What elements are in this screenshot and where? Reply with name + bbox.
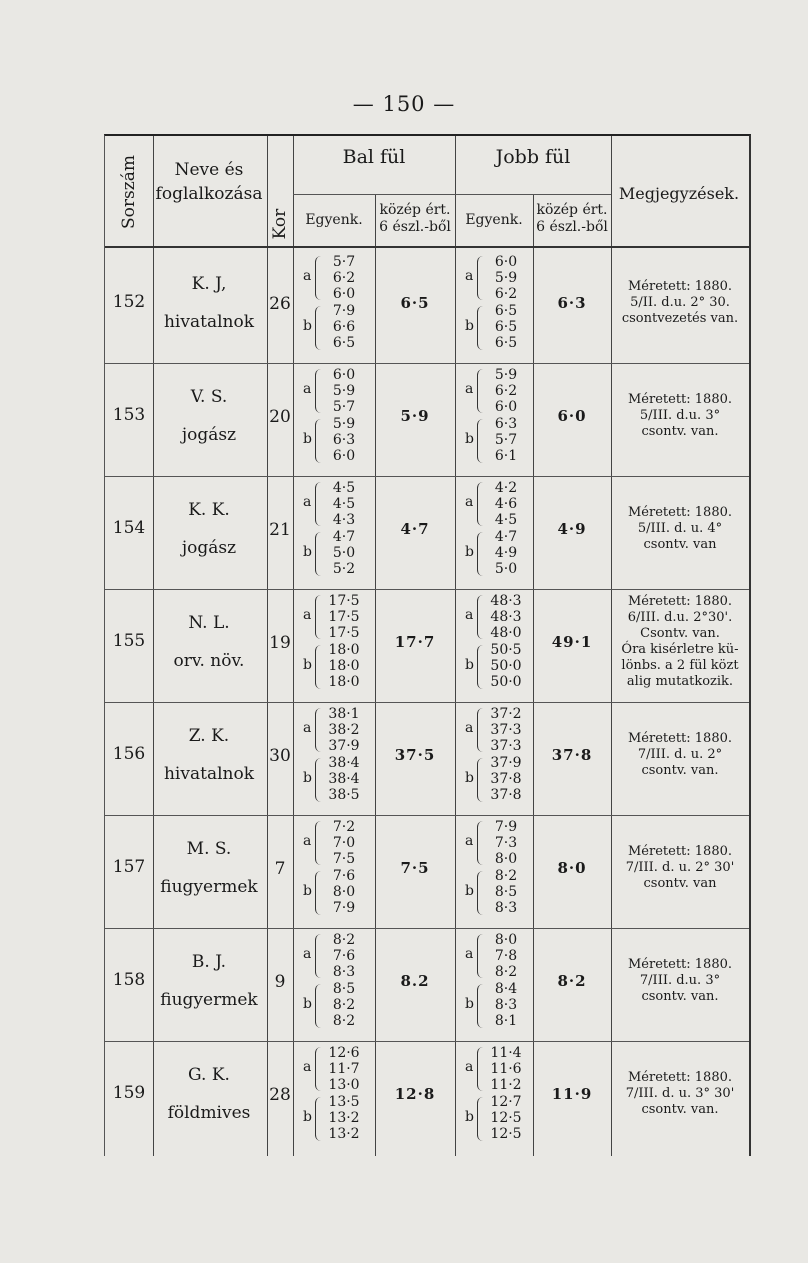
left-ear-value: 5·7 [332,399,356,416]
header-left-mean-line1: közép ért. [379,202,451,218]
table-row [105,1041,749,1154]
remarks [613,844,747,892]
right-ear-value: 11·4 [490,1045,522,1061]
remarks [613,1070,747,1118]
remarks-line: csontv. van. [641,989,719,1004]
right-ear-value: 8·0 [494,932,518,948]
right-ear-value: 12·7 [490,1093,522,1110]
person-age: 9 [274,972,286,992]
row-divider [105,702,749,703]
header-age: Kor [270,208,290,240]
left-ear-value: 7·0 [332,835,356,852]
person-occupation: földmives [167,1103,251,1123]
row-divider [105,815,749,816]
group-label-a: a [303,720,312,736]
row-number: 154 [112,518,146,538]
right-ear-measurements [481,480,531,577]
right-ear-measurements [481,1045,531,1142]
header-remarks: Megjegyzések. [618,184,740,203]
person-occupation: orv. növ. [173,651,245,671]
right-ear-value: 8·5 [494,883,518,900]
left-ear-value: 5·9 [332,383,356,400]
row-number: 159 [112,1083,146,1103]
right-ear-value: 8·0 [494,851,518,868]
left-ear-value: 38·2 [328,722,360,739]
right-ear-value: 4·7 [494,528,518,545]
remarks [613,594,747,690]
row-divider [105,1041,749,1042]
right-ear-value: 5·9 [494,270,518,287]
right-ear-measurements [481,593,531,690]
table-row [105,476,749,589]
left-ear-value: 8·2 [332,996,356,1013]
group-label-b: b [303,318,312,334]
group-label-b: b [465,318,474,334]
group-label-a: a [303,946,312,962]
row-divider [105,363,749,364]
remarks [613,505,747,553]
person-age: 20 [269,407,291,427]
group-label-b: b [303,996,312,1012]
row-number: 156 [112,744,146,764]
row-divider [105,589,749,590]
left-ear-value: 8·3 [332,964,356,981]
right-ear-value: 6·2 [494,383,518,400]
group-label-b: b [465,770,474,786]
left-ear-value: 11·7 [328,1061,360,1078]
left-ear-value: 5·0 [332,544,356,561]
row-number: 155 [112,631,146,651]
left-ear-measurements [319,706,369,803]
left-ear-value: 7·9 [332,302,356,319]
header-name [153,158,265,206]
left-ear-mean: 6·5 [400,294,430,312]
header-subdivider [293,194,611,195]
right-ear-value: 12·5 [490,1126,522,1143]
right-ear-value: 6·5 [494,302,518,319]
group-label-b: b [303,657,312,673]
remarks-line: lönbs. a 2 fül közt [621,658,739,673]
right-ear-measurements [481,367,531,464]
remarks-line: Méretett: 1880. [627,731,732,746]
table-row [105,250,749,363]
right-ear-value: 6·0 [494,399,518,416]
left-ear-value: 17·5 [328,593,360,609]
left-ear-value: 6·2 [332,270,356,287]
left-ear-value: 6·6 [332,318,356,335]
header-left-mean-line2: 6 észl.-ből [379,219,451,235]
left-ear-value: 13·5 [328,1093,360,1110]
header-bottom-rule [105,246,749,248]
right-ear-value: 8·1 [494,1013,518,1030]
left-ear-mean: 8.2 [400,972,430,990]
table-row [105,928,749,1041]
left-ear-value: 38·1 [328,706,360,722]
right-ear-value: 37·8 [490,770,522,787]
group-label-a: a [465,1059,474,1075]
remarks [613,279,747,327]
person-name: G. K. [188,1065,230,1085]
left-ear-measurements [319,254,369,351]
remarks-line: Méretett: 1880. [627,957,732,972]
person-name: V. S. [190,387,228,407]
row-divider [105,476,749,477]
group-label-b: b [303,883,312,899]
left-ear-measurements [319,819,369,916]
person-name: N. L. [188,613,230,633]
group-label-a: a [465,720,474,736]
left-ear-value: 4·5 [332,480,356,496]
left-ear-value: 5·7 [332,254,356,270]
right-ear-value: 11·2 [490,1077,522,1094]
right-ear-value: 6·1 [494,448,518,465]
right-ear-value: 6·5 [494,318,518,335]
left-ear-value: 4·5 [332,496,356,513]
person-age: 28 [269,1085,291,1105]
right-ear-value: 7·3 [494,835,518,852]
right-ear-measurements [481,706,531,803]
left-ear-value: 13·2 [328,1126,360,1143]
person-occupation: fiugyermek [160,990,258,1010]
group-label-b: b [465,883,474,899]
group-label-b: b [303,770,312,786]
person-name: B. J. [191,952,227,972]
left-ear-value: 38·4 [328,770,360,787]
right-ear-value: 7·9 [494,819,518,835]
person-name: K. J, [191,274,227,294]
group-label-b: b [303,544,312,560]
right-ear-value: 4·5 [494,512,518,529]
right-ear-value: 8·4 [494,980,518,997]
remarks [613,392,747,440]
right-ear-value: 4·6 [494,496,518,513]
remarks-line: 6/III. d.u. 2°30'. [627,610,733,625]
left-ear-value: 7·5 [332,851,356,868]
group-label-b: b [465,657,474,673]
left-ear-measurements [319,593,369,690]
remarks-line: 5/III. d.u. 3° [639,408,721,423]
person-age: 26 [269,294,291,314]
remarks-line: Óra kisérletre kü- [621,642,739,657]
header-right-ear: Jobb fül [495,146,571,168]
group-label-a: a [465,494,474,510]
person-age: 30 [269,746,291,766]
left-ear-value: 6·5 [332,335,356,352]
table-row [105,815,749,928]
right-ear-value: 48·0 [490,625,522,642]
table-row [105,589,749,702]
left-ear-value: 8·5 [332,980,356,997]
data-table [104,134,751,1156]
left-ear-value: 6·0 [332,448,356,465]
group-label-a: a [303,833,312,849]
left-ear-value: 37·9 [328,738,360,755]
right-ear-value: 37·8 [490,787,522,804]
page-number: — 150 — [352,92,456,116]
remarks-line: Méretett: 1880. [627,392,732,407]
right-ear-mean: 6·3 [557,294,587,312]
left-ear-value: 12·6 [328,1045,360,1061]
group-label-a: a [465,381,474,397]
right-ear-value: 4·9 [494,544,518,561]
remarks-line: 7/III. d. u. 2° 30' [625,860,735,875]
remarks-line: Méretett: 1880. [627,505,732,520]
left-ear-mean: 12·8 [394,1085,436,1103]
left-ear-value: 6·0 [332,367,356,383]
remarks-line: 7/III. d. u. 3° 30' [625,1086,735,1101]
left-ear-value: 6·3 [332,431,356,448]
left-ear-measurements [319,932,369,1029]
person-occupation: hivatalnok [163,312,254,332]
right-ear-value: 4·2 [494,480,518,496]
remarks-line: Méretett: 1880. [627,279,732,294]
left-ear-value: 18·0 [328,657,360,674]
remarks-line: Méretett: 1880. [627,844,732,859]
table-row [105,702,749,815]
left-ear-value: 8·2 [332,932,356,948]
right-ear-value: 50·5 [490,641,522,658]
remarks-line: csontv. van. [641,424,719,439]
right-ear-value: 8·3 [494,996,518,1013]
left-ear-value: 7·9 [332,900,356,917]
right-ear-value: 12·5 [490,1109,522,1126]
left-ear-value: 8·0 [332,883,356,900]
left-ear-value: 4·7 [332,528,356,545]
header-sorszam: Sorszám [119,155,139,229]
remarks-line: csontvezetés van. [621,311,739,326]
right-ear-mean: 8·2 [557,972,587,990]
header-right-mean-line2: 6 észl.-ből [536,219,608,235]
header-right-mean-line1: közép ért. [536,202,608,218]
right-ear-value: 6·0 [494,254,518,270]
group-label-b: b [303,431,312,447]
person-age: 7 [274,859,286,879]
left-ear-value: 7·2 [332,819,356,835]
remarks-line: 7/III. d. u. 2° [637,747,723,762]
right-ear-value: 48·3 [490,593,522,609]
right-ear-value: 37·3 [490,738,522,755]
right-ear-value: 8·2 [494,867,518,884]
group-label-a: a [465,268,474,284]
remarks-line: 7/III. d.u. 3° [639,973,721,988]
right-ear-value: 6·3 [494,415,518,432]
left-ear-value: 13·2 [328,1109,360,1126]
left-ear-value: 5·2 [332,561,356,578]
right-ear-mean: 6·0 [557,407,587,425]
right-ear-mean: 11·9 [551,1085,593,1103]
right-ear-value: 11·6 [490,1061,522,1078]
left-ear-value: 17·5 [328,609,360,626]
header-left-ear: Bal fül [342,146,406,168]
left-ear-mean: 5·9 [400,407,430,425]
right-ear-mean: 49·1 [551,633,593,651]
group-label-a: a [465,607,474,623]
remarks-line: 5/II. d.u. 2° 30. [630,295,730,310]
left-ear-measurements [319,1045,369,1142]
header-name-line1: Neve és [174,160,244,180]
right-ear-value: 50·0 [490,674,522,691]
header-right-mean [533,202,611,236]
right-ear-mean: 4·9 [557,520,587,538]
person-occupation: hivatalnok [163,764,254,784]
remarks-line: csontv. van. [641,1102,719,1117]
group-label-b: b [303,1109,312,1125]
group-label-b: b [465,1109,474,1125]
left-ear-value: 18·0 [328,674,360,691]
person-name: K. K. [188,500,230,520]
right-ear-value: 5·0 [494,561,518,578]
person-age: 19 [269,633,291,653]
left-ear-value: 13·0 [328,1077,360,1094]
left-ear-mean: 4·7 [400,520,430,538]
left-ear-value: 6·0 [332,286,356,303]
remarks-line: alig mutatkozik. [626,674,734,689]
row-divider [105,928,749,929]
group-label-a: a [303,607,312,623]
table-row [105,363,749,476]
left-ear-measurements [319,367,369,464]
group-label-a: a [465,833,474,849]
row-number: 152 [112,292,146,312]
group-label-b: b [465,431,474,447]
right-ear-value: 8·3 [494,900,518,917]
right-ear-value: 7·8 [494,948,518,965]
right-ear-value: 37·9 [490,754,522,771]
left-ear-mean: 17·7 [394,633,436,651]
header-right-single: Egyenk. [465,212,523,228]
right-ear-value: 6·2 [494,286,518,303]
remarks-line: Méretett: 1880. [627,1070,732,1085]
right-ear-measurements [481,254,531,351]
remarks-line: csontv. van [643,537,717,552]
left-ear-value: 5·9 [332,415,356,432]
header-left-mean [375,202,455,236]
right-ear-mean: 37·8 [551,746,593,764]
left-ear-value: 7·6 [332,867,356,884]
right-ear-value: 37·2 [490,706,522,722]
right-ear-value: 5·9 [494,367,518,383]
left-ear-value: 4·3 [332,512,356,529]
remarks-line: Méretett: 1880. [627,594,732,609]
row-number: 157 [112,857,146,877]
right-ear-value: 8·2 [494,964,518,981]
left-ear-value: 18·0 [328,641,360,658]
remarks-line: 5/III. d. u. 4° [637,521,723,536]
person-age: 21 [269,520,291,540]
left-ear-mean: 7·5 [400,859,430,877]
group-label-b: b [465,544,474,560]
left-ear-value: 38·4 [328,754,360,771]
group-label-a: a [303,268,312,284]
header-name-line2: foglalkozása [155,184,263,204]
header-left-single: Egyenk. [305,212,363,228]
remarks-line: csontv. van. [641,763,719,778]
left-ear-value: 7·6 [332,948,356,965]
remarks-line: Csontv. van. [640,626,720,641]
group-label-b: b [465,996,474,1012]
person-occupation: jogász [181,538,237,558]
person-occupation: fiugyermek [160,877,258,897]
right-ear-value: 6·5 [494,335,518,352]
left-ear-value: 8·2 [332,1013,356,1030]
left-ear-value: 38·5 [328,787,360,804]
person-name: M. S. [186,839,232,859]
right-ear-mean: 8·0 [557,859,587,877]
right-ear-value: 5·7 [494,431,518,448]
remarks [613,957,747,1005]
remarks [613,731,747,779]
right-ear-value: 37·3 [490,722,522,739]
group-label-a: a [303,494,312,510]
left-ear-measurements [319,480,369,577]
group-label-a: a [465,946,474,962]
remarks-line: csontv. van [643,876,717,891]
right-ear-value: 48·3 [490,609,522,626]
right-ear-value: 50·0 [490,657,522,674]
left-ear-mean: 37·5 [394,746,436,764]
row-number: 158 [112,970,146,990]
group-label-a: a [303,381,312,397]
person-name: Z. K. [188,726,230,746]
person-occupation: jogász [181,425,237,445]
row-number: 153 [112,405,146,425]
right-ear-measurements [481,819,531,916]
right-ear-measurements [481,932,531,1029]
group-label-a: a [303,1059,312,1075]
left-ear-value: 17·5 [328,625,360,642]
